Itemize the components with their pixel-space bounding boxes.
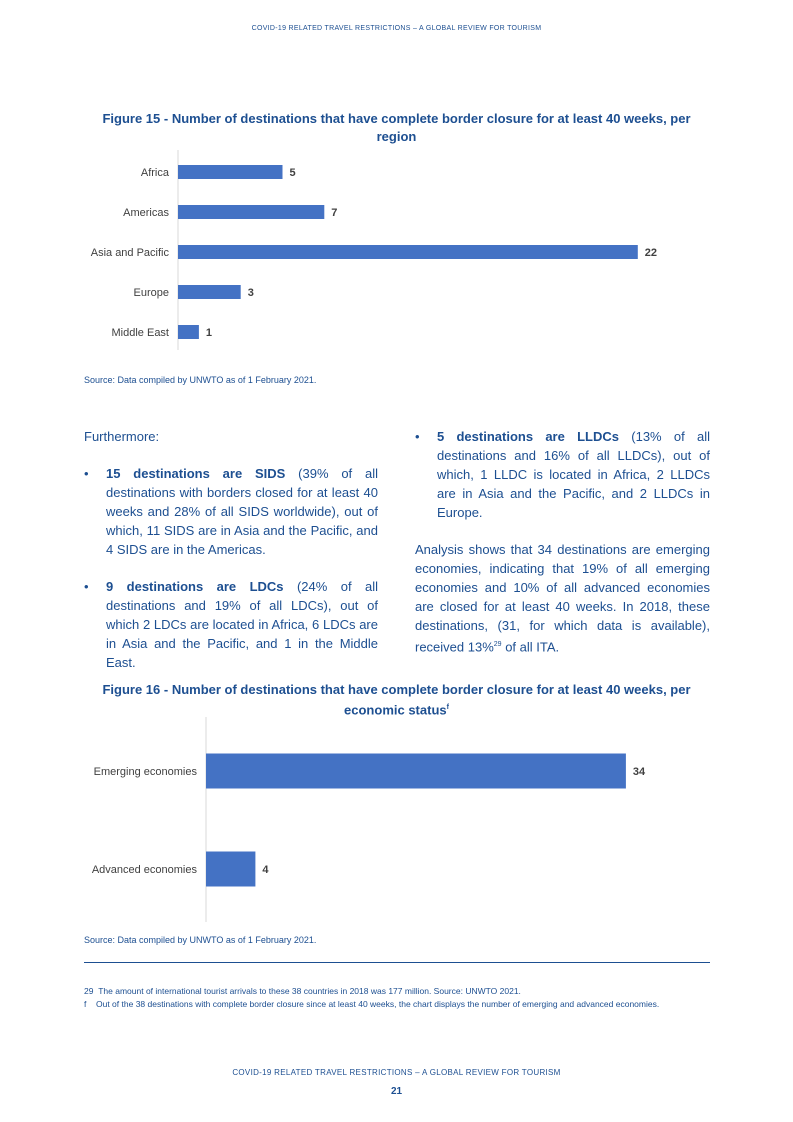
analysis-text-end: of all ITA. (501, 639, 560, 655)
figure-16-title (90, 681, 703, 719)
bar (178, 245, 638, 259)
data-label: 4 (262, 863, 269, 876)
bar (206, 852, 255, 887)
footnote-ref-29[interactable]: 29 (493, 641, 502, 648)
bullet-sids (84, 464, 378, 559)
bullet-sids-text: (39% of all destinations with borders closed for at least 40 weeks and 28% of all SIDS worldwide), out of which, 11 SIDS are in Asia and the Pacific, and 4 SIDS are in the Americas. (106, 466, 378, 557)
data-label: 22 (644, 246, 658, 259)
category-label: Europe (133, 286, 169, 299)
data-label: 7 (331, 206, 338, 219)
data-label: 3 (247, 286, 254, 299)
data-label: 5 (289, 166, 296, 179)
footnote-f (84, 999, 710, 1010)
bullet-dot: • (415, 429, 420, 444)
category-label: Advanced economies (91, 863, 197, 876)
data-label: 34 (632, 765, 646, 778)
category-label: Americas (123, 206, 169, 219)
left-column (84, 427, 378, 672)
intro-text: Furthermore: (84, 429, 160, 444)
figure-15-title: Figure 15 - Number of destinations that have complete border closure for at least 40 weeks, per region (102, 111, 691, 144)
bullet-lldcs-text: (13% of all destinations and 16% of all LLDCs), out of which, 1 LLDC is located in Africa, 2 LLDCs are in Asia and the Pacific, and 2 LLDCs in Europe. (437, 429, 710, 520)
analysis-paragraph (415, 540, 710, 656)
figure-16-title-text: Figure 16 - Number of destinations that have complete border closure for at least 40 weeks, per economic status (102, 682, 691, 718)
right-column (415, 427, 710, 656)
bar (178, 285, 241, 299)
footnote-ref-f[interactable]: f (446, 704, 449, 711)
figure-15-source: Source: Data compiled by UNWTO as of 1 February 2021. (84, 375, 317, 385)
page-number: 21 (390, 1086, 403, 1097)
footnote-text: The amount of international tourist arrivals to these 38 countries in 2018 was 177 million. Source: UNWTO 2021. (98, 986, 521, 996)
bullet-dot: • (84, 579, 89, 594)
figure-16-bar-chart (0, 717, 793, 922)
bar (178, 165, 283, 179)
footnote-text: Out of the 38 destinations with complete border closure since at least 40 weeks, the chart displays the number of emerging and advanced economies. (96, 999, 660, 1009)
running-footer: COVID-19 RELATED TRAVEL RESTRICTIONS – A GLOBAL REVIEW FOR TOURISM (232, 1068, 561, 1077)
figure-15-bar-chart (0, 150, 793, 350)
bullet-lldcs-bold: 5 destinations are LLDCs (437, 429, 619, 444)
footnote-divider (84, 962, 710, 963)
bar (178, 325, 199, 339)
bullet-sids-bold: 15 destinations are SIDS (106, 466, 286, 481)
category-label: Africa (140, 166, 169, 179)
category-label: Asia and Pacific (90, 246, 169, 259)
running-header: COVID-19 RELATED TRAVEL RESTRICTIONS – A GLOBAL REVIEW FOR TOURISM (251, 25, 542, 32)
bullet-lldcs (415, 427, 710, 522)
category-label: Emerging economies (93, 765, 197, 778)
data-label: 1 (205, 326, 213, 339)
bullet-ldcs (84, 577, 378, 672)
bullet-ldcs-bold: 9 destinations are LDCs (106, 579, 284, 594)
footnote-mark: 29 (84, 986, 94, 996)
analysis-text: Analysis shows that 34 destinations are emerging economies, indicating that 19% of all emerging economies and 10% of all advanced economies are closed for at least 40 weeks. In 2018, these destinations, (31, for which data is available), received 13% (415, 542, 710, 655)
footnote-mark: f (84, 999, 87, 1009)
bar (178, 205, 324, 219)
figure-16-source: Source: Data compiled by UNWTO as of 1 February 2021. (84, 935, 317, 945)
bullet-ldcs-text: (24% of all destinations and 19% of all LDCs), out of which 2 LDCs are located in Africa, 6 LDCs are in Asia and the Pacific, and 1 in the Middle East. (106, 579, 378, 670)
category-label: Middle East (111, 326, 169, 339)
bar (206, 754, 626, 789)
bullet-dot: • (84, 466, 89, 481)
footnote-29 (84, 986, 710, 997)
